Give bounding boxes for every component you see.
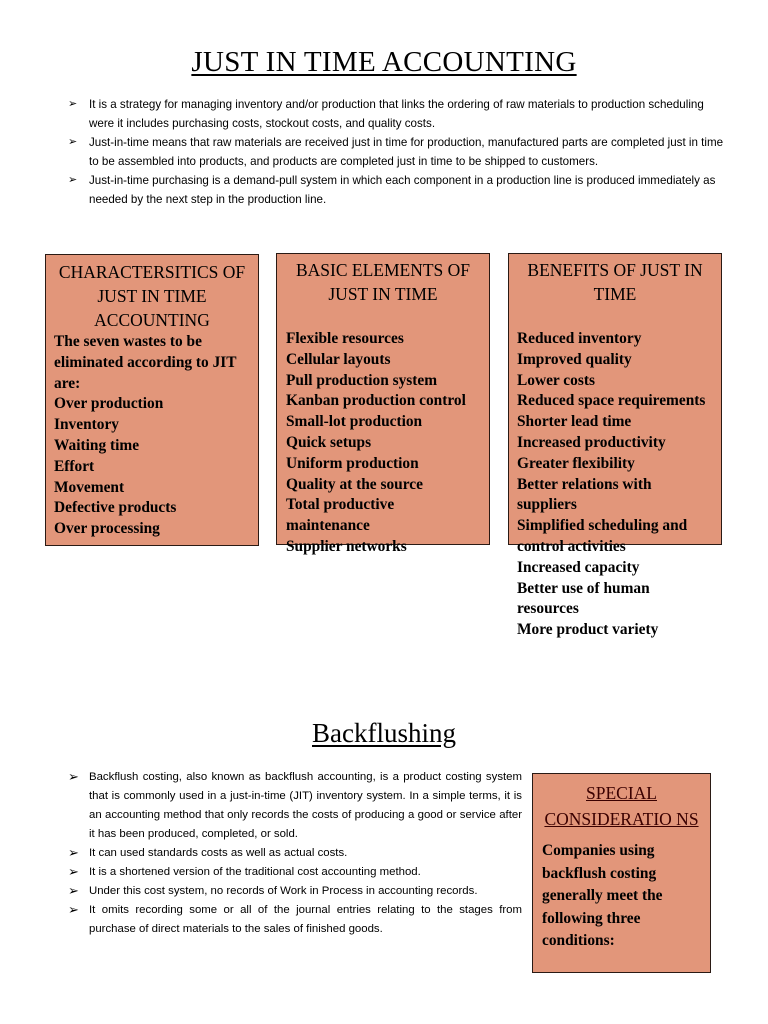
backflushing-title: Backflushing [312,718,456,748]
basic-elements-box [276,253,490,555]
list-item: ➢ Backflush costing, also known as backflush accounting, is a product costing system that is commonly used in a just-in-time (JIT) inventory system. In a simple terms, it is an accounting method that only records the costs of producing a good or service after it has been produced, completed, or sold. [68,769,522,840]
arrow-bullet-icon: ➢ [68,98,78,110]
list-item: Quality at the source [286,475,423,493]
list-item: The seven wastes to be eliminated according to JIT are: [54,333,237,392]
list-item: Uniform production [286,454,419,472]
arrow-bullet-icon: ➢ [68,174,78,186]
benefits-heading: BENEFITS OF JUST IN TIME [527,260,703,304]
list-item: Increased productivity [517,433,666,451]
list-item: Cellular layouts [286,350,391,368]
backflushing-bullet-list [68,768,522,939]
list-item: Lower costs [517,371,595,389]
page-title: JUST IN TIME ACCOUNTING [191,46,577,78]
list-item: Greater flexibility [517,454,635,472]
list-item: Simplified scheduling and control activities [517,517,688,555]
arrow-bullet-icon: ➢ [68,845,79,860]
list-item: Movement [54,478,125,496]
benefits-box [508,253,722,639]
arrow-bullet-icon: ➢ [68,883,79,898]
list-item: Over processing [54,520,160,538]
special-considerations-box [532,773,711,973]
list-item: Shorter lead time [517,413,632,431]
list-item: Effort [54,457,95,475]
list-item: Kanban production control [286,392,466,410]
basic-elements-list [286,329,480,558]
arrow-bullet-icon: ➢ [68,136,78,148]
list-item: Over production [54,395,164,413]
list-item: Inventory [54,416,119,434]
list-item: Flexible resources [286,330,404,347]
list-item: Waiting time [54,436,140,454]
list-item: ➢ Just-in-time purchasing is a demand-pull system in which each component in a production line is produced immediately as needed by the next step in the production line. [68,171,724,209]
list-item: Better relations with suppliers [517,475,652,514]
list-item: Supplier networks [286,537,407,555]
characteristics-box [45,254,259,546]
list-item: Improved quality [517,350,632,368]
list-item: Reduced inventory [517,330,642,347]
list-item: ➢ It can used standards costs as well as actual costs. [68,845,348,860]
list-item: Increased capacity [517,558,640,576]
special-considerations-body: Companies using backflush costing generally meet the following three conditions: [542,842,663,949]
basic-elements-heading: BASIC ELEMENTS OF JUST IN TIME [295,260,471,304]
list-item: Pull production system [286,371,438,389]
list-item: ➢ Just-in-time means that raw materials are received just in time for production, manufactured parts are completed just in time to be assembled into products, and products are completed just in time to be shipped to customers. [68,133,724,171]
list-item: Defective products [54,499,177,517]
special-considerations-heading: SPECIAL CONSIDERATIO NS [544,783,699,829]
list-item: ➢ It is a strategy for managing inventory and/or production that links the ordering of raw materials to production scheduling were it includes purchasing costs, stockout costs, and quality costs. [68,95,724,133]
arrow-bullet-icon: ➢ [68,769,79,784]
list-item: Reduced space requirements [517,392,706,410]
list-item: Quick setups [286,433,372,451]
list-item: ➢ Under this cost system, no records of Work in Process in accounting records. [68,883,478,898]
characteristics-list [54,332,250,540]
list-item: More product variety [517,621,659,639]
arrow-bullet-icon: ➢ [68,864,79,879]
list-item: ➢ It is a shortened version of the traditional cost accounting method. [68,864,421,879]
arrow-bullet-icon: ➢ [68,902,79,917]
list-item: Better use of human resources [517,579,650,618]
intro-bullet-list [68,95,724,209]
benefits-list [517,329,713,641]
list-item: Total productive maintenance [286,496,395,535]
characteristics-heading: CHARACTERSITICS OF JUST IN TIME ACCOUNTING [58,262,246,330]
list-item: ➢ It omits recording some or all of the journal entries relating to the stages from purchase of direct materials to the sales of finished goods. [68,902,522,935]
list-item: Small-lot production [286,413,423,431]
